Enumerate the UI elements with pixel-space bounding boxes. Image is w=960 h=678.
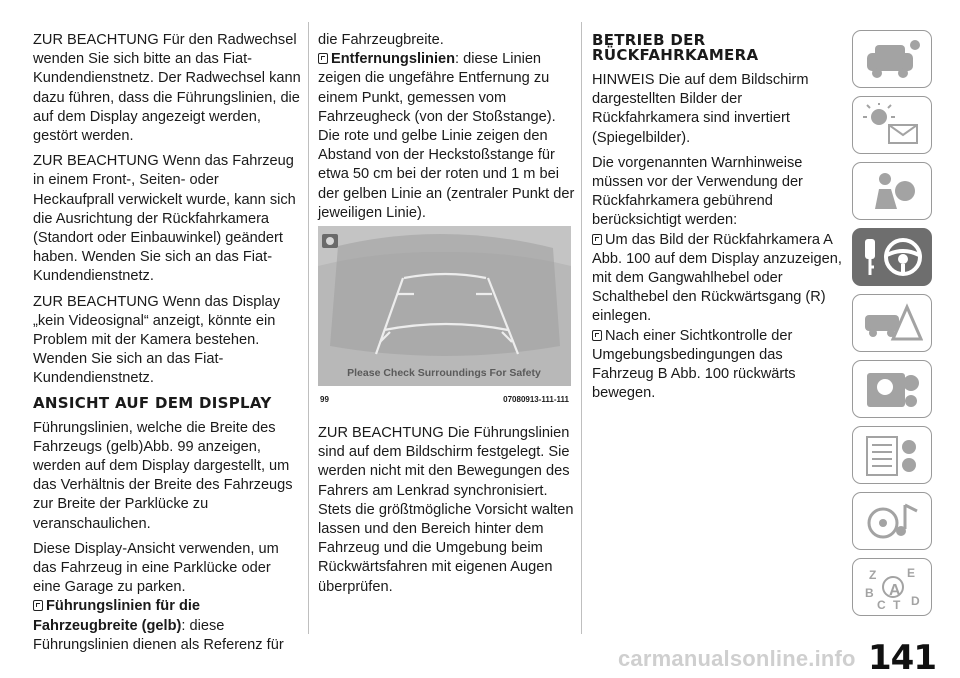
svg-text:T: T xyxy=(893,598,901,609)
note-no-video-signal: ZUR BEACHTUNG Wenn das Display „kein Videosignal“ anzeigt, könnte ein Problem mit der Kamera bestehen. Wenden Sie sich an das Fiat-Kundendienstnetz. xyxy=(33,293,281,387)
column-middle xyxy=(318,31,576,229)
tab-multimedia[interactable] xyxy=(852,492,932,550)
technical-data-icon xyxy=(861,433,923,477)
tab-index[interactable] xyxy=(852,558,932,616)
svg-text:D: D xyxy=(911,594,920,608)
bullet-arrow-icon xyxy=(318,53,328,64)
svg-text:E: E xyxy=(907,566,916,580)
tab-starting-driving[interactable] xyxy=(852,228,932,286)
tab-safety[interactable] xyxy=(852,162,932,220)
note-guide-lines-fixed: ZUR BEACHTUNG Die Führungslinien sind auf dem Bildschirm festgelegt. Sie werden nicht mit den Bewegungen des Fahrers am Lenkrad synchronisiert. Stets die größtmögliche Vorsicht walten lassen und den Bereich hinter dem Fahrzeug und die Umgebung beim Rückwärtsfahren mit eigenen Augen überprüfen. xyxy=(318,425,574,595)
svg-text:A: A xyxy=(889,582,901,599)
tab-maintenance[interactable] xyxy=(852,360,932,418)
bullet-move-backwards: Nach einer Sichtkontrolle der Umgebungsbedingungen das Fahrzeug B Abb. 100 rückwärts bewegen. xyxy=(592,327,796,402)
index-icon xyxy=(861,565,923,609)
safety-caption: Please Check Surroundings For Safety xyxy=(347,367,541,379)
maintenance-icon xyxy=(861,367,923,411)
column-middle-lower xyxy=(318,424,576,603)
tab-emergency[interactable] xyxy=(852,294,932,352)
rear-camera-image xyxy=(318,226,571,386)
figure-code: 07080913-111-111 xyxy=(503,395,569,404)
bullet-arrow-icon xyxy=(592,234,602,245)
warning-lights-icon xyxy=(861,103,923,147)
note-mirror-image: HINWEIS Die auf dem Bildschirm dargestellten Bilder der Rückfahrkamera sind invertiert (Spiegelbilder). xyxy=(592,72,809,146)
column-left xyxy=(33,31,301,661)
column-right xyxy=(592,31,842,409)
paragraph-warnings: Die vorgenannten Warnhinweise müssen vor der Verwendung der Rückfahrkamera gebührend berücksichtigt werden: xyxy=(592,154,803,229)
tab-warning-lights[interactable] xyxy=(852,96,932,154)
column-divider xyxy=(581,22,582,634)
page-number: 141 xyxy=(868,638,936,678)
car-dashboard-icon xyxy=(861,37,923,81)
svg-text:B: B xyxy=(865,586,874,600)
bullet-vehicle-width: Führungslinien für die Fahrzeugbreite (gelb): diese Führungslinien dienen als Referenz für xyxy=(33,598,284,653)
multimedia-icon xyxy=(861,499,923,543)
note-wheel-change: ZUR BEACHTUNG Für den Radwechsel wenden Sie sich bitte an das Fiat-Kundendienstnetz. Der Radwechsel kann dazu führen, dass die Führungslinien, die auf dem Display angezeigt werden, gestört werden. xyxy=(33,32,301,145)
section-heading-rear-camera-operation: BETRIEB DER RÜCKFAHRKAMERA xyxy=(592,31,759,64)
section-heading-display-view: ANSICHT AUF DEM DISPLAY xyxy=(33,393,272,412)
paragraph-display-use: Diese Display-Ansicht verwenden, um das Fahrzeug in eine Parklücke oder eine Garage zu parken. xyxy=(33,540,279,596)
figure-rear-camera-display xyxy=(318,226,571,386)
starting-driving-icon xyxy=(861,235,923,279)
paragraph-guide-lines: Führungslinien, welche die Breite des Fahrzeugs (gelb)Abb. 99 anzeigen, werden auf dem Display dargestellt, um das Verhältnis der Breite des Fahrzeugs zur Breite der Parklücke zu veranschaulichen. xyxy=(33,419,293,532)
bullet-engage-reverse: Um das Bild der Rückfahrkamera A Abb. 100 auf dem Display anzuzeigen, mit dem Gangwahlhebel oder Schalthebel den Rückwärtsgang (R) einlegen. xyxy=(592,231,842,325)
figure-number: 99 xyxy=(320,395,329,404)
tab-dashboard[interactable] xyxy=(852,30,932,88)
svg-text:C: C xyxy=(877,598,886,609)
emergency-icon xyxy=(861,301,923,345)
bullet-arrow-icon xyxy=(592,330,602,341)
paragraph-vehicle-width-cont: die Fahrzeugbreite. xyxy=(318,32,444,48)
bullet-distance-lines: Entfernungslinien: diese Linien zeigen die ungefähre Entfernung zu einem Punkt, gemessen vom Fahrzeugheck (von der Stoßstange). Die rote und gelbe Linie zeigen den Abstand von der Heckstoßstange für etwa 50 cm bei der roten und 1 m bei der gelben Linie an (zentraler Punkt der jeweiligen Linie). xyxy=(318,51,575,221)
bullet-arrow-icon xyxy=(33,600,43,611)
svg-text:Z: Z xyxy=(869,568,877,582)
safety-airbag-icon xyxy=(861,169,923,213)
watermark: carmanualsonline.info xyxy=(618,646,856,671)
column-divider xyxy=(308,22,309,634)
note-collision: ZUR BEACHTUNG Wenn das Fahrzeug in einem Front-, Seiten- oder Heckaufprall verwickelt wurde, kann sich die Ausrichtung der Rückfahrkamera (Standort oder Einbauwinkel) geändert haben. Wenden Sie sich an das Fiat-Kundendienstnetz. xyxy=(33,153,296,285)
tab-technical-data[interactable] xyxy=(852,426,932,484)
